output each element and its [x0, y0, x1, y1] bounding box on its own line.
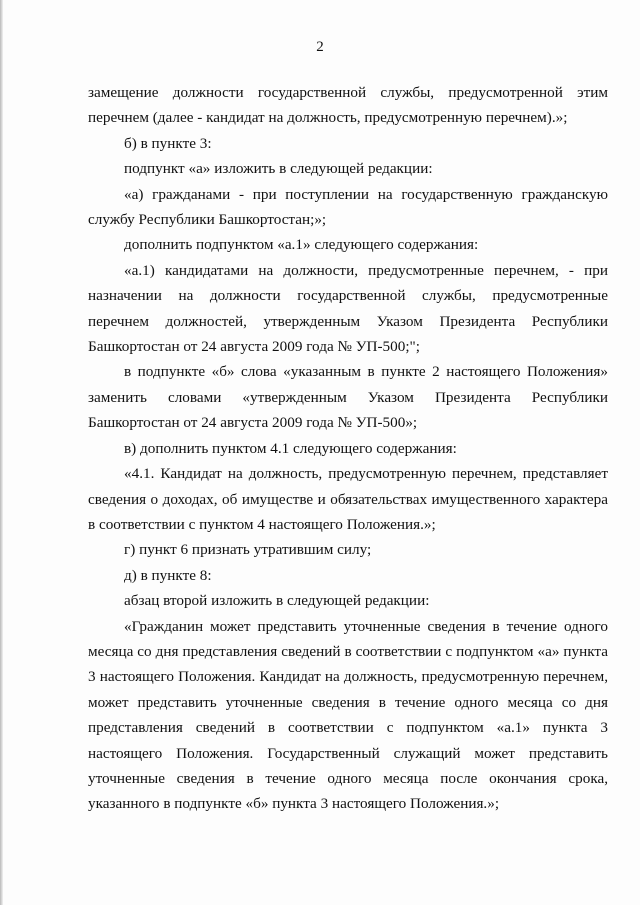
paragraph: подпункт «а» изложить в следующей редакции:	[124, 160, 433, 178]
paragraph: «Гражданин может представить уточненные сведения в течение одного месяца со дня представления сведений в соответствии с подпунктом «а» пункта 3 настоящего Положения. Кандидат на должность, предусмотренную перечнем, может представить уточненные сведения в течение одного месяца со дня представления сведений в соответствии с подпунктом «а.1» пункта 3 настоящего Положения. Государственный служащий может представить уточненные сведения в течение одного месяца после окончания срока, указанного в подпункте «б» пункта 3 настоящего Положения.»;	[88, 617, 608, 813]
paragraph: замещение должности государственной службы, предусмотренной этим перечнем (далее - кандидат на должность, предусмотренную перечнем).»;	[88, 84, 608, 127]
page-edge	[0, 0, 3, 905]
paragraph: в подпункте «б» слова «указанным в пункте 2 настоящего Положения» заменить словами «утвержденным Указом Президента Республики Башкортостан от 24 августа 2009 года № УП-500»;	[88, 363, 608, 432]
paragraph: «4.1. Кандидат на должность, предусмотренную перечнем, представляет сведения о доходах, об имуществе и обязательствах имущественного характера в соответствии с пунктом 4 настоящего Положения.»;	[88, 465, 608, 533]
paragraph: абзац второй изложить в следующей редакции:	[124, 592, 430, 610]
paragraph: б) в пункте 3:	[124, 134, 212, 152]
paragraph: «а) гражданами - при поступлении на государственную гражданскую службу Республики Башкортостан;»;	[88, 185, 608, 229]
paragraph: в) дополнить пунктом 4.1 следующего содержания:	[124, 439, 457, 457]
page-number: 2	[316, 39, 324, 55]
paragraph: «а.1) кандидатами на должности, предусмотренные перечнем, - при назначении на должности государственной службы, предусмотренные перечнем должностей, утвержденным Указом Президента Республики Башкортостан от 24 августа 2009 года № УП-500;";	[88, 261, 608, 356]
document-body	[88, 80, 608, 817]
paragraph: д) в пункте 8:	[124, 566, 212, 584]
paragraph: г) пункт 6 признать утратившим силу;	[124, 541, 372, 559]
paragraph: дополнить подпунктом «а.1» следующего содержания:	[124, 236, 479, 254]
